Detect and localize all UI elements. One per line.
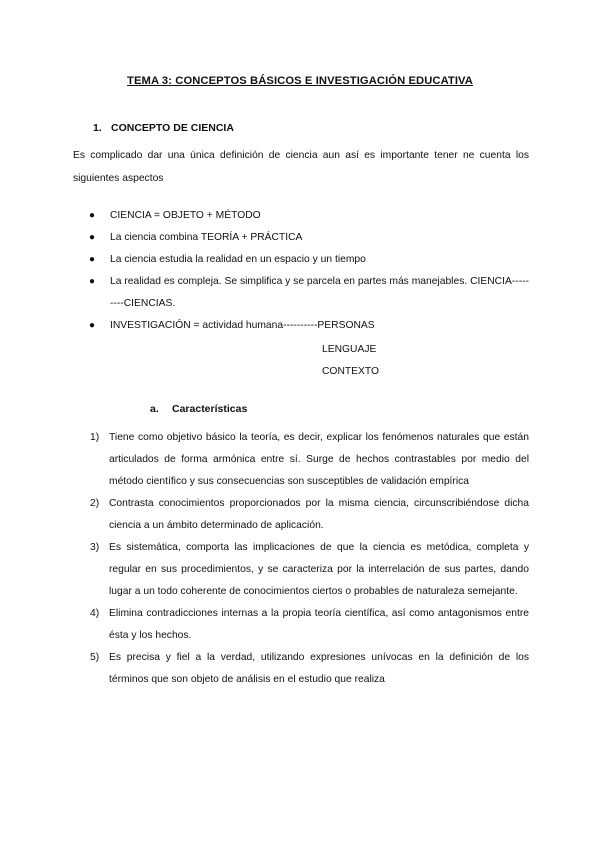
subsection-heading-text: Características <box>172 403 248 415</box>
subsection-letter: a. <box>150 403 159 415</box>
list-item-number: 2) <box>90 498 100 509</box>
subsection-heading <box>150 403 247 415</box>
bullet-item: ● La ciencia combina TEORÍA + PRÁCTICA <box>89 227 529 249</box>
section-heading-text: CONCEPTO DE CIENCIA <box>111 122 234 134</box>
list-item <box>90 427 529 493</box>
list-item-text: Es precisa y fiel a la verdad, utilizando expresiones unívocas en la definición de los términos que son objeto de análisis en el estudio que realiza <box>109 652 529 685</box>
bullet-continuation-contexto: CONTEXTO <box>322 366 380 377</box>
bullet-item: ● La realidad es compleja. Se simplifica y se parcela en partes más manejables. CIENCIA---------CIENCIAS. <box>89 271 529 315</box>
section-heading <box>93 122 234 134</box>
list-item <box>90 603 529 647</box>
list-item-text: Contrasta conocimientos proporcionados por la misma ciencia, circunscribiéndose dicha ciencia a un ámbito determinado de aplicación. <box>109 498 529 531</box>
section-number: 1. <box>93 122 102 134</box>
bullet-icon: ● <box>89 210 96 221</box>
intro-paragraph: Es complicado dar una única definición de ciencia aun así es importante tener ne cuenta los siguientes aspectos <box>73 150 529 184</box>
bullet-list <box>89 205 529 337</box>
list-item-text: Elimina contradicciones internas a la propia teoría científica, así como antagonismos entre ésta y los hechos. <box>109 608 529 641</box>
list-item-number: 1) <box>90 432 100 443</box>
list-item-text: Es sistemática, comporta las implicaciones de que la ciencia es metódica, completa y regular en sus procedimientos, y se caracteriza por la interrelación de sus partes, dando lugar a un todo coherente de conocimientos ciertos o probables de naturaleza semejante. <box>109 542 529 597</box>
list-item <box>90 647 529 691</box>
bullet-icon: ● <box>89 254 96 265</box>
bullet-item: ● La ciencia estudia la realidad en un espacio y un tiempo <box>89 249 529 271</box>
bullet-icon: ● <box>89 320 96 331</box>
characteristics-list <box>90 427 529 691</box>
bullet-item: ● CIENCIA = OBJETO + MÉTODO <box>89 205 529 227</box>
list-item-number: 4) <box>90 608 100 619</box>
list-item-number: 3) <box>90 542 100 553</box>
document-title: TEMA 3: CONCEPTOS BÁSICOS E INVESTIGACIÓN EDUCATIVA <box>127 75 473 87</box>
bullet-item: ● INVESTIGACIÓN = actividad humana----------PERSONAS <box>89 315 529 337</box>
list-item-number: 5) <box>90 652 100 663</box>
bullet-icon: ● <box>89 276 96 287</box>
bullet-icon: ● <box>89 232 96 243</box>
bullet-continuation-lenguaje: LENGUAJE <box>322 344 377 355</box>
list-item <box>90 537 529 603</box>
list-item-text: Tiene como objetivo básico la teoría, es decir, explicar los fenómenos naturales que están articulados de forma armónica entre sí. Surge de hechos contrastables por medio del método científico y sus consecuencias son susceptibles de validación empírica <box>109 432 529 487</box>
list-item <box>90 493 529 537</box>
